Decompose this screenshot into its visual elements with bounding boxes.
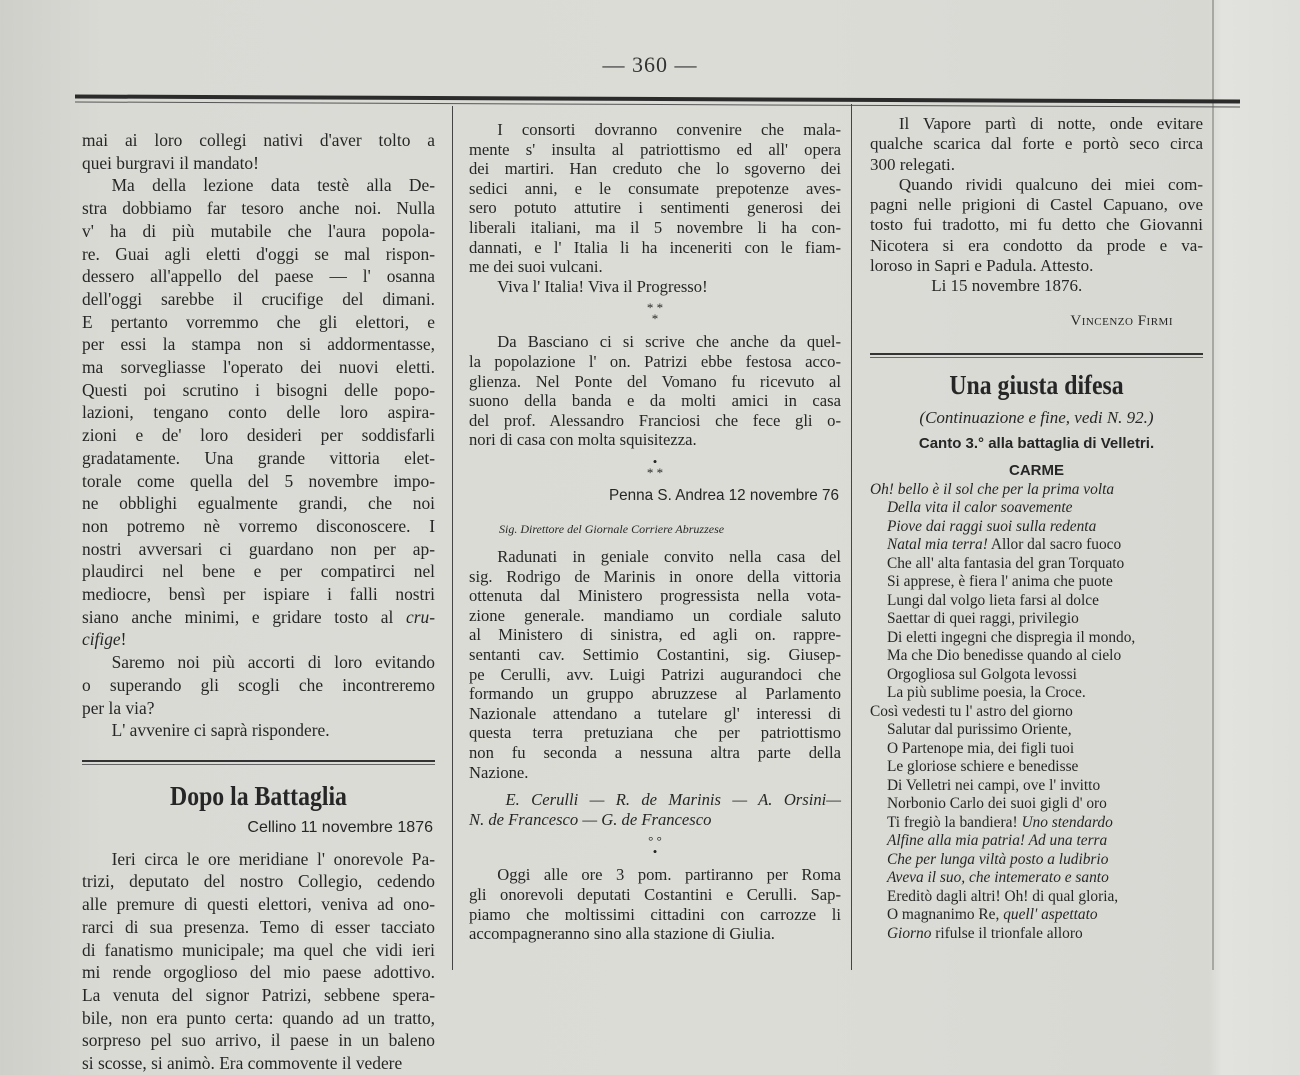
subtitle-block — [870, 408, 1203, 428]
text-line: glienza. Nel Ponte del Vomano fu ricevuto al — [469, 371, 841, 391]
text-line: lazioni, tengano conto delle loro aspira- — [82, 402, 435, 423]
text-line: sorpreso pel suo arrivo, il paese in un baleno — [82, 1030, 435, 1051]
text-line: ma sorvegliasse l'operato dei nuovi eletti. — [82, 357, 435, 378]
text-line: piamo che moltissimi cittadini con carrozze li — [469, 904, 841, 924]
text-segment: ! — [120, 629, 127, 650]
text-line: Così vedesti tu l' astro del giorno — [870, 702, 1073, 720]
text-line: Saremo noi più accorti di loro evitando — [111, 652, 435, 673]
text-line — [870, 925, 1203, 944]
text-line: E. Cerulli — R. de Marinis — A. Orsini— — [505, 790, 841, 810]
text-line: Da Basciano ci si scrive che anche da quel- — [497, 332, 841, 352]
text-line — [870, 481, 1203, 500]
dateline-block — [469, 486, 841, 506]
text-line: Vincenzo Firmi — [1070, 312, 1173, 329]
column-divider — [452, 106, 453, 970]
text-line: non potremo nè vorremo disconoscere. I — [82, 515, 435, 536]
asterism-block — [469, 300, 841, 327]
text-line — [82, 628, 435, 651]
text-line: quei burgravi il mandato! — [82, 152, 259, 173]
text-line: L' avvenire ci saprà rispondere. — [111, 720, 330, 741]
text-line: nostri avversari ci guardano non per ap- — [82, 538, 435, 559]
poem-block — [870, 499, 1203, 703]
text-line: CARME — [1009, 461, 1064, 479]
text-line: Canto 3.° alla battaglia di Velletri. — [918, 435, 1155, 453]
text-line: trizi, deputato del nostro Collegio, cedendo — [82, 871, 435, 892]
text-line: dannati, e l' Italia li ha inceneriti con le fiam- — [469, 237, 841, 257]
text-line: Nicotera si era condotto da prode e va- — [870, 235, 1203, 255]
text-line: Sig. Direttore del Giornale Corriere Abruzzese — [499, 521, 725, 536]
text-line: * * — [646, 300, 664, 316]
text-line: dei martiri. Han creduto che lo sgoverno dei — [469, 159, 841, 179]
text-line: sentanti cav. Settimio Costantini, sig. Giusep- — [469, 645, 841, 665]
text-line: gli onorevoli deputati Costantini e Cerulli. Sap- — [469, 885, 841, 904]
text-line: si scosse, si animò. Era commovente il vedere — [82, 1053, 403, 1074]
text-line: al Ministero di sinistra, ed agli on. rappre- — [469, 625, 841, 645]
text-line: mediocre, bensì per ispiare i falli nostri — [82, 584, 435, 605]
para-block — [469, 120, 841, 277]
text-line: Quando rividi qualcuno dei miei com- — [898, 174, 1203, 194]
column-left — [82, 129, 435, 1075]
poem-lead-block — [870, 703, 1203, 722]
text-segment: cru- — [406, 606, 435, 627]
text-line: alle premure di questi elettori, veniva ad ono- — [82, 894, 435, 915]
text-line: o superando gli scogli che incontreremo — [82, 674, 435, 695]
text-segment: Che per lunga viltà posto a ludibrio — [886, 850, 1109, 868]
text-line: v' ha di più mutabile che l'aura popola- — [82, 220, 435, 241]
text-line: nori di casa con molta squisitezza. — [469, 430, 697, 450]
poem-block — [870, 721, 1203, 943]
text-segment: Uno stendardo — [1021, 813, 1113, 831]
text-segment: Allor dal sacro fuoco — [987, 536, 1122, 554]
column-right — [870, 114, 1203, 943]
text-line: mi rende orgoglioso del mio paese adottivo. — [82, 962, 435, 983]
text-line: Norbonio Carlo dei suoi gigli d' oro — [886, 795, 1107, 813]
column-middle — [469, 120, 841, 944]
para-block — [469, 332, 841, 450]
date-indent-block — [870, 276, 1203, 296]
text-line — [870, 518, 1203, 537]
text-line: Salutar dal purissimo Oriente, — [886, 721, 1072, 739]
text-line: Saettar di quei raggi, privilegio — [886, 610, 1079, 628]
text-segment: Della vita il calor soavemente — [886, 499, 1073, 517]
text-line: formando un gruppo abruzzese al Parlamento — [469, 684, 841, 704]
page-number: — 360 — — [602, 52, 698, 77]
text-line: per essi la stampa non si addormentasse, — [82, 334, 435, 355]
text-line: Una giusta difesa — [949, 369, 1124, 400]
text-line: Si apprese, è fiera l' anima che puote — [886, 573, 1113, 591]
text-line: ° ° — [648, 833, 662, 849]
sig-block — [870, 311, 1203, 331]
text-line — [870, 499, 1203, 518]
title-block — [82, 779, 435, 813]
text-line: 300 relegati. — [870, 154, 955, 174]
text-line: mente s' insulta al patriottismo ed all' opera — [469, 139, 841, 159]
text-line: (Continuazione e fine, vedi N. 92.) — [919, 407, 1154, 427]
text-line: Le gloriose schiere e benedisse — [886, 758, 1079, 776]
text-line: ottenuta dal Ministero progressista nella vota- — [469, 586, 841, 606]
text-line: me dei suoi vulcani. — [469, 257, 603, 277]
text-line: plaudirci nel bene e per compatirci nel — [82, 561, 435, 582]
text-line: di fanatismo municipale; ma quel che vidi ieri — [82, 939, 435, 960]
text-line: La più sublime poesia, la Croce. — [886, 684, 1086, 702]
text-line: loroso in Sapri e Padula. Attesto. — [870, 256, 1094, 276]
text-line: Lungi dal volgo lieta farsi al dolce — [886, 591, 1099, 609]
text-line: sero potuto attutire i sentimenti generosi dei — [469, 198, 841, 218]
text-line: Di eletti ingegni che dispregia il mondo, — [886, 628, 1136, 646]
text-line: O Partenope mia, dei figli tuoi — [886, 739, 1075, 757]
title-block — [870, 368, 1203, 402]
para-block — [870, 114, 1203, 175]
text-line: E pertanto vorremmo che gli elettori, e — [82, 311, 435, 332]
para-block — [469, 277, 841, 297]
text-line: Cellino 11 novembre 1876 — [247, 818, 433, 836]
text-segment: Aveva il suo, che intemerato e santo — [886, 869, 1109, 887]
para-block — [82, 174, 435, 651]
para-block — [870, 175, 1203, 276]
text-segment: Natal mia terra! — [886, 536, 988, 554]
subhead-block — [870, 461, 1203, 481]
text-line: sig. Rodrigo de Marinis in onore della vittoria — [469, 566, 841, 586]
text-line: non fu seconda a nessuna altra parte della — [469, 743, 841, 763]
text-line: Orgogliosa sul Golgota levossi — [886, 665, 1077, 683]
text-line — [870, 536, 1203, 555]
text-line: del prof. Alessandro Franciosi che fece gli o- — [469, 410, 841, 430]
text-line: La venuta del signor Patrizi, sebbene spera- — [82, 984, 435, 1005]
text-segment: rifulse il trionfale alloro — [931, 924, 1083, 942]
dateline-block — [82, 817, 435, 840]
column-divider — [851, 104, 852, 970]
text-line — [870, 906, 1203, 925]
text-line: Radunati in geniale convito nella casa del — [497, 547, 841, 567]
text-segment: Oh! bello è il sol che per la prima volta — [870, 480, 1115, 498]
text-line: Nazione. — [469, 762, 529, 782]
text-segment: siano anche minimi, e gridare tosto al — [82, 606, 407, 627]
small-italic-block — [469, 520, 841, 540]
text-line: Viva l' Italia! Viva il Progresso! — [497, 276, 708, 296]
text-line: rarci di sua presenza. Temo di esser tacciato — [82, 916, 435, 937]
text-line: Che all' alta fantasia del gran Torquato — [886, 554, 1125, 572]
text-line: Penna S. Andrea 12 novembre 76 — [609, 486, 839, 504]
text-line: torale come quella del 5 novembre impo- — [82, 470, 435, 491]
text-line — [870, 869, 1203, 888]
text-line: Questi poi scrutino i bisogni delle popo- — [82, 379, 435, 400]
asterism-block — [469, 833, 841, 860]
text-line: suono della banda e da molti amici in casa — [469, 391, 841, 411]
text-line: Il Vapore partì di notte, onde evitare — [898, 114, 1203, 133]
text-line: questa terra pretuziana che per patriottismo — [469, 723, 841, 743]
subhead-block — [870, 434, 1203, 454]
text-line: Li 15 novembre 1876. — [931, 276, 1083, 296]
text-segment: Ti fregiò la bandiera! — [886, 813, 1022, 831]
text-line: bile, non era punto certa: quando ad un tratto, — [82, 1007, 435, 1028]
text-segment: Piove dai raggi suoi sulla redenta — [886, 517, 1097, 535]
text-line: pe Cerulli, avv. Luigi Patrizi augurandoci che — [469, 664, 841, 684]
text-line: accompagneranno sino alla stazione di Giulia. — [469, 924, 775, 944]
text-line: sedici anni, e le consumate prepotenze aves- — [469, 178, 841, 198]
text-line: Ieri circa le ore meridiane l' onorevole Pa- — [111, 848, 435, 869]
text-line: dell'oggi sarebbe il crucifige del dimani. — [82, 288, 435, 309]
text-line: • — [652, 453, 658, 469]
para-block — [82, 848, 435, 1075]
text-line — [82, 606, 435, 629]
adjacent-page-edge — [1212, 0, 1214, 970]
text-line — [870, 851, 1203, 870]
text-segment: cifige — [82, 629, 121, 650]
text-segment: Alfine alla mia patria! Ad una terra — [886, 832, 1108, 850]
asterism-block — [469, 453, 841, 480]
text-line: * * — [646, 464, 664, 480]
text-segment: O magnanimo Re, — [886, 906, 1004, 924]
text-line: I consorti dovranno convenire che mala- — [497, 120, 841, 139]
text-line: dessero all'appello del paese — l' osanna — [82, 266, 435, 287]
text-line: Ma che Dio benedisse quando al cielo — [886, 647, 1122, 665]
text-line: stra dobbiamo far tesoro anche noi. Nulla — [82, 198, 435, 219]
rule-block — [82, 760, 435, 765]
text-segment: Giorno — [886, 924, 932, 942]
text-line: ne obblighi egualmente grandi, che noi — [82, 493, 435, 514]
para-block — [469, 865, 841, 943]
text-line: Dopo la Battaglia — [170, 780, 347, 811]
text-line: qualche scarica dal forte e portò seco circa — [870, 134, 1203, 154]
text-line: Di Velletri nei campi, ove l' invitto — [886, 776, 1101, 794]
para-block — [469, 547, 841, 782]
text-line: tosto fui tradotto, mi fu detto che Giovanni — [870, 215, 1203, 235]
text-line: zioni e de' loro desideri per soddisfarli — [82, 425, 435, 446]
text-line: pagni nelle prigioni di Castel Capuano, ove — [870, 195, 1203, 215]
rule-block — [870, 353, 1203, 358]
poem-lead-block — [870, 481, 1203, 500]
text-line: liberali italiani, ma il 5 novembre li ha con- — [469, 217, 841, 237]
text-line: Ereditò dagli altri! Oh! di qual gloria, — [886, 887, 1119, 905]
text-line: la popolazione l' on. Patrizi ebbe festosa acco- — [469, 351, 841, 371]
text-line: N. de Francesco — G. de Francesco — [469, 809, 712, 829]
signed-block — [469, 790, 841, 829]
text-line: Ma della lezione data testè alla De- — [111, 175, 435, 196]
text-line: mai ai loro collegi nativi d'aver tolto a — [82, 130, 435, 150]
text-line: * — [651, 311, 659, 327]
para-block — [82, 719, 435, 742]
text-line — [870, 832, 1203, 851]
text-segment: quell' aspettato — [1003, 906, 1098, 924]
text-line: zione generale. mandiamo un cordiale saluto — [469, 605, 841, 625]
text-line: Oggi alle ore 3 pom. partiranno per Roma — [497, 865, 841, 885]
text-line: per la via? — [82, 697, 155, 718]
para-block — [82, 651, 435, 719]
text-line: Nazionale attendano a tutelare gl' interessi di — [469, 703, 841, 723]
text-line: • — [652, 844, 658, 860]
text-line — [870, 814, 1203, 833]
text-line: re. Guai agli eletti d'oggi se mal rispon- — [82, 243, 435, 264]
plain-block — [82, 129, 435, 174]
text-line: gradatamente. Una grande vittoria elet- — [82, 447, 435, 468]
